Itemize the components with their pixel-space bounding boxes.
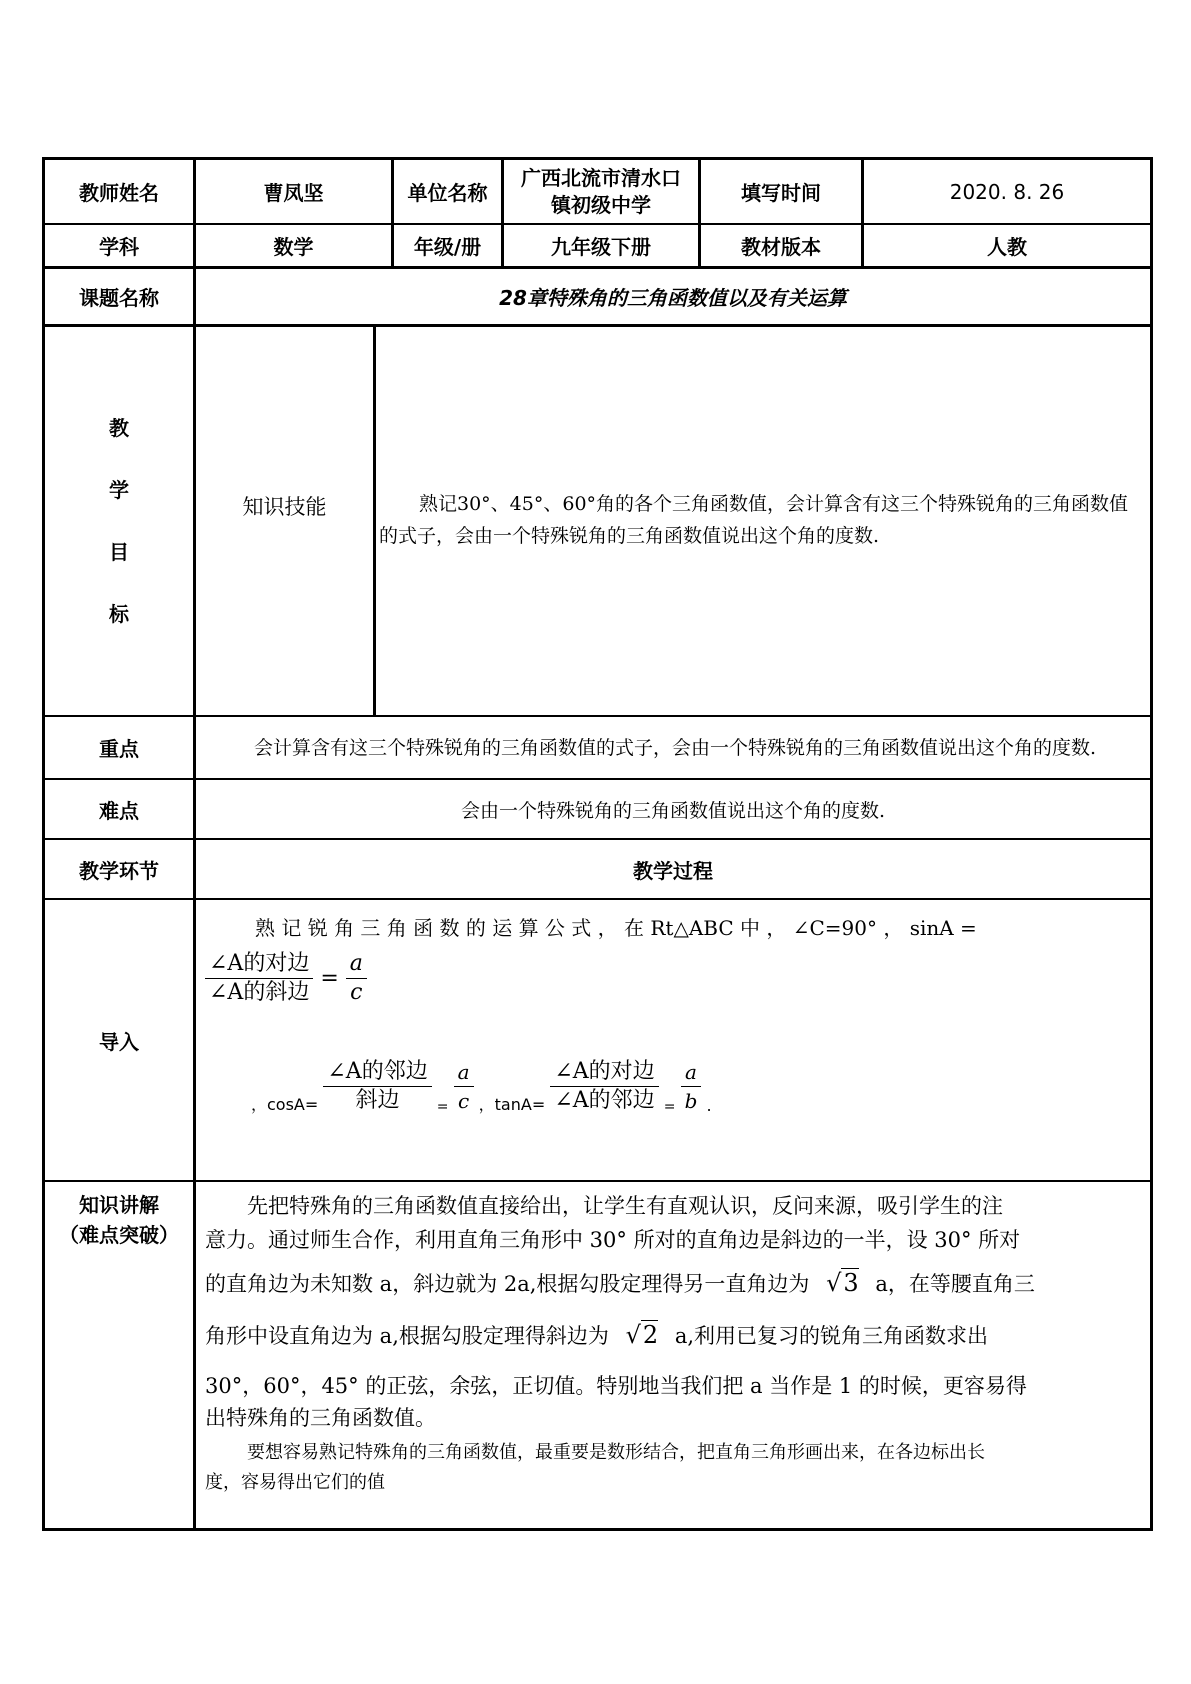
- explain-line: [205, 1268, 1035, 1298]
- teacher-name-label: 教师姓名: [79, 181, 159, 205]
- tan-numerator: ∠A的对边: [550, 1058, 658, 1087]
- sqrt2-value: 2: [642, 1321, 659, 1349]
- difficulty-label: 难点: [99, 798, 139, 823]
- cos-ratio: [454, 1058, 474, 1115]
- explain-text: 的直角边为未知数 a，斜边就为 2a,根据勾股定理得另一直角边为: [205, 1272, 810, 1296]
- teaching-process-header: 教学过程: [633, 858, 713, 883]
- grade-label: 年级/册: [413, 234, 482, 259]
- explain-label-line2: （难点突破）: [59, 1223, 179, 1247]
- sqrt3-symbol: √3: [826, 1269, 859, 1297]
- sin-ratio-denominator: c: [350, 980, 363, 1005]
- objectives-char: 学: [109, 477, 129, 502]
- key-point-label: 重点: [99, 737, 139, 761]
- explain-line: 30°，60°，45° 的正弦，余弦，正切值。特别地当我们把 a 当作是 1 的时候，更容易得: [205, 1374, 1027, 1398]
- tan-ratio: [681, 1058, 702, 1115]
- objectives-label: [45, 326, 193, 715]
- sin-formula: [205, 950, 367, 1007]
- explain-label-line1: 知识讲解: [79, 1193, 159, 1217]
- sqrt3-value: 3: [843, 1269, 859, 1297]
- intro-line1: 熟 记 锐 角 三 角 函 数 的 运 算 公 式 ， 在 Rt△ABC 中 ， ∠C=90° ， sinA =: [255, 916, 977, 940]
- objectives-char: 标: [109, 601, 129, 626]
- objectives-char: 教: [109, 415, 129, 440]
- unit-name-label: 单位名称: [407, 181, 488, 205]
- cos-prefix: ，cosA=: [251, 1095, 319, 1114]
- equals-sign: =: [320, 966, 339, 991]
- key-point-text: 会计算含有这三个特殊锐角的三角函数值的式子，会由一个特殊锐角的三角函数值说出这个角的度数.: [253, 736, 1097, 759]
- row-divider: [45, 1180, 1150, 1182]
- skill-label: 知识技能: [242, 495, 327, 519]
- tan-prefix: ，tanA=: [478, 1095, 546, 1114]
- cos-denominator: 斜边: [355, 1088, 400, 1113]
- lesson-plan-table: [42, 157, 1153, 1531]
- explain-text: a，在等腰直角三: [875, 1272, 1035, 1296]
- tan-denominator: ∠A的邻边: [554, 1088, 655, 1113]
- difficulty-text: 会由一个特殊锐角的三角函数值说出这个角的度数.: [460, 799, 886, 822]
- tan-ratio-denominator: b: [684, 1089, 698, 1113]
- explain-label: [45, 1190, 193, 1250]
- equals-sign: =: [663, 1099, 676, 1115]
- fill-date-label: 填写时间: [741, 181, 821, 205]
- sin-ratio-numerator: a: [346, 950, 367, 979]
- explain-text: 角形中设直角边为 a,根据勾股定理得斜边为: [205, 1324, 609, 1348]
- sin-ratio: [346, 950, 367, 1007]
- skill-text: 熟记30°、45°、60°角的各个三角函数值，会计算含有这三个特殊锐角的三角函数值的式子，会由一个特殊锐角的三角函数值说出这个角的度数.: [379, 493, 1129, 547]
- cos-numerator: ∠A的邻边: [323, 1058, 431, 1087]
- sin-numerator: ∠A的对边: [205, 950, 313, 979]
- period: .: [706, 1096, 712, 1115]
- intro-content: [205, 900, 1145, 1180]
- grade-value: 九年级下册: [551, 234, 651, 259]
- explain-line: 意力。通过师生合作，利用直角三角形中 30° 所对的直角边是斜边的一半，设 30° 所对: [205, 1228, 1021, 1252]
- unit-name-line2: 镇初级中学: [551, 192, 651, 217]
- teacher-name-value: 曹凤坚: [263, 181, 324, 205]
- sin-denominator: ∠A的斜边: [209, 980, 310, 1005]
- edition-value: 人教: [987, 234, 1027, 259]
- explain-text: a,利用已复习的锐角三角函数求出: [674, 1324, 989, 1348]
- tan-fraction: [550, 1058, 658, 1115]
- objectives-char: 目: [109, 539, 129, 564]
- subject-label: 学科: [99, 234, 139, 259]
- explain-line: [205, 1320, 988, 1350]
- intro-label: 导入: [99, 1029, 139, 1054]
- explain-line: 先把特殊角的三角函数值直接给出，让学生有直观认识，反问来源，吸引学生的注: [247, 1194, 1003, 1218]
- topic-value: 28章特殊角的三角函数值以及有关运算: [499, 285, 847, 310]
- unit-name-value: [504, 160, 698, 223]
- explain-line: 度，容易得出它们的值: [205, 1472, 385, 1493]
- cos-tan-formula: [251, 1058, 712, 1115]
- explain-line: 要想容易熟记特殊角的三角函数值，最重要是数形结合，把直角三角形画出来，在各边标出长: [247, 1442, 985, 1463]
- cos-fraction: [323, 1058, 431, 1115]
- unit-name-line1: 广西北流市清水口: [521, 165, 681, 190]
- cos-ratio-denominator: c: [457, 1089, 470, 1113]
- teaching-step-label: 教学环节: [79, 858, 159, 883]
- equals-sign: =: [436, 1099, 449, 1115]
- topic-label: 课题名称: [79, 285, 159, 310]
- tan-ratio-numerator: a: [681, 1058, 701, 1087]
- cos-ratio-numerator: a: [454, 1058, 474, 1087]
- fill-date-value: 2020. 8. 26: [949, 179, 1065, 204]
- column-divider: [373, 324, 376, 715]
- subject-value: 数学: [273, 234, 314, 259]
- sin-fraction: [205, 950, 313, 1007]
- sqrt2-symbol: √2: [625, 1321, 659, 1349]
- explain-line: 出特殊角的三角函数值。: [205, 1406, 436, 1430]
- edition-label: 教材版本: [741, 234, 821, 259]
